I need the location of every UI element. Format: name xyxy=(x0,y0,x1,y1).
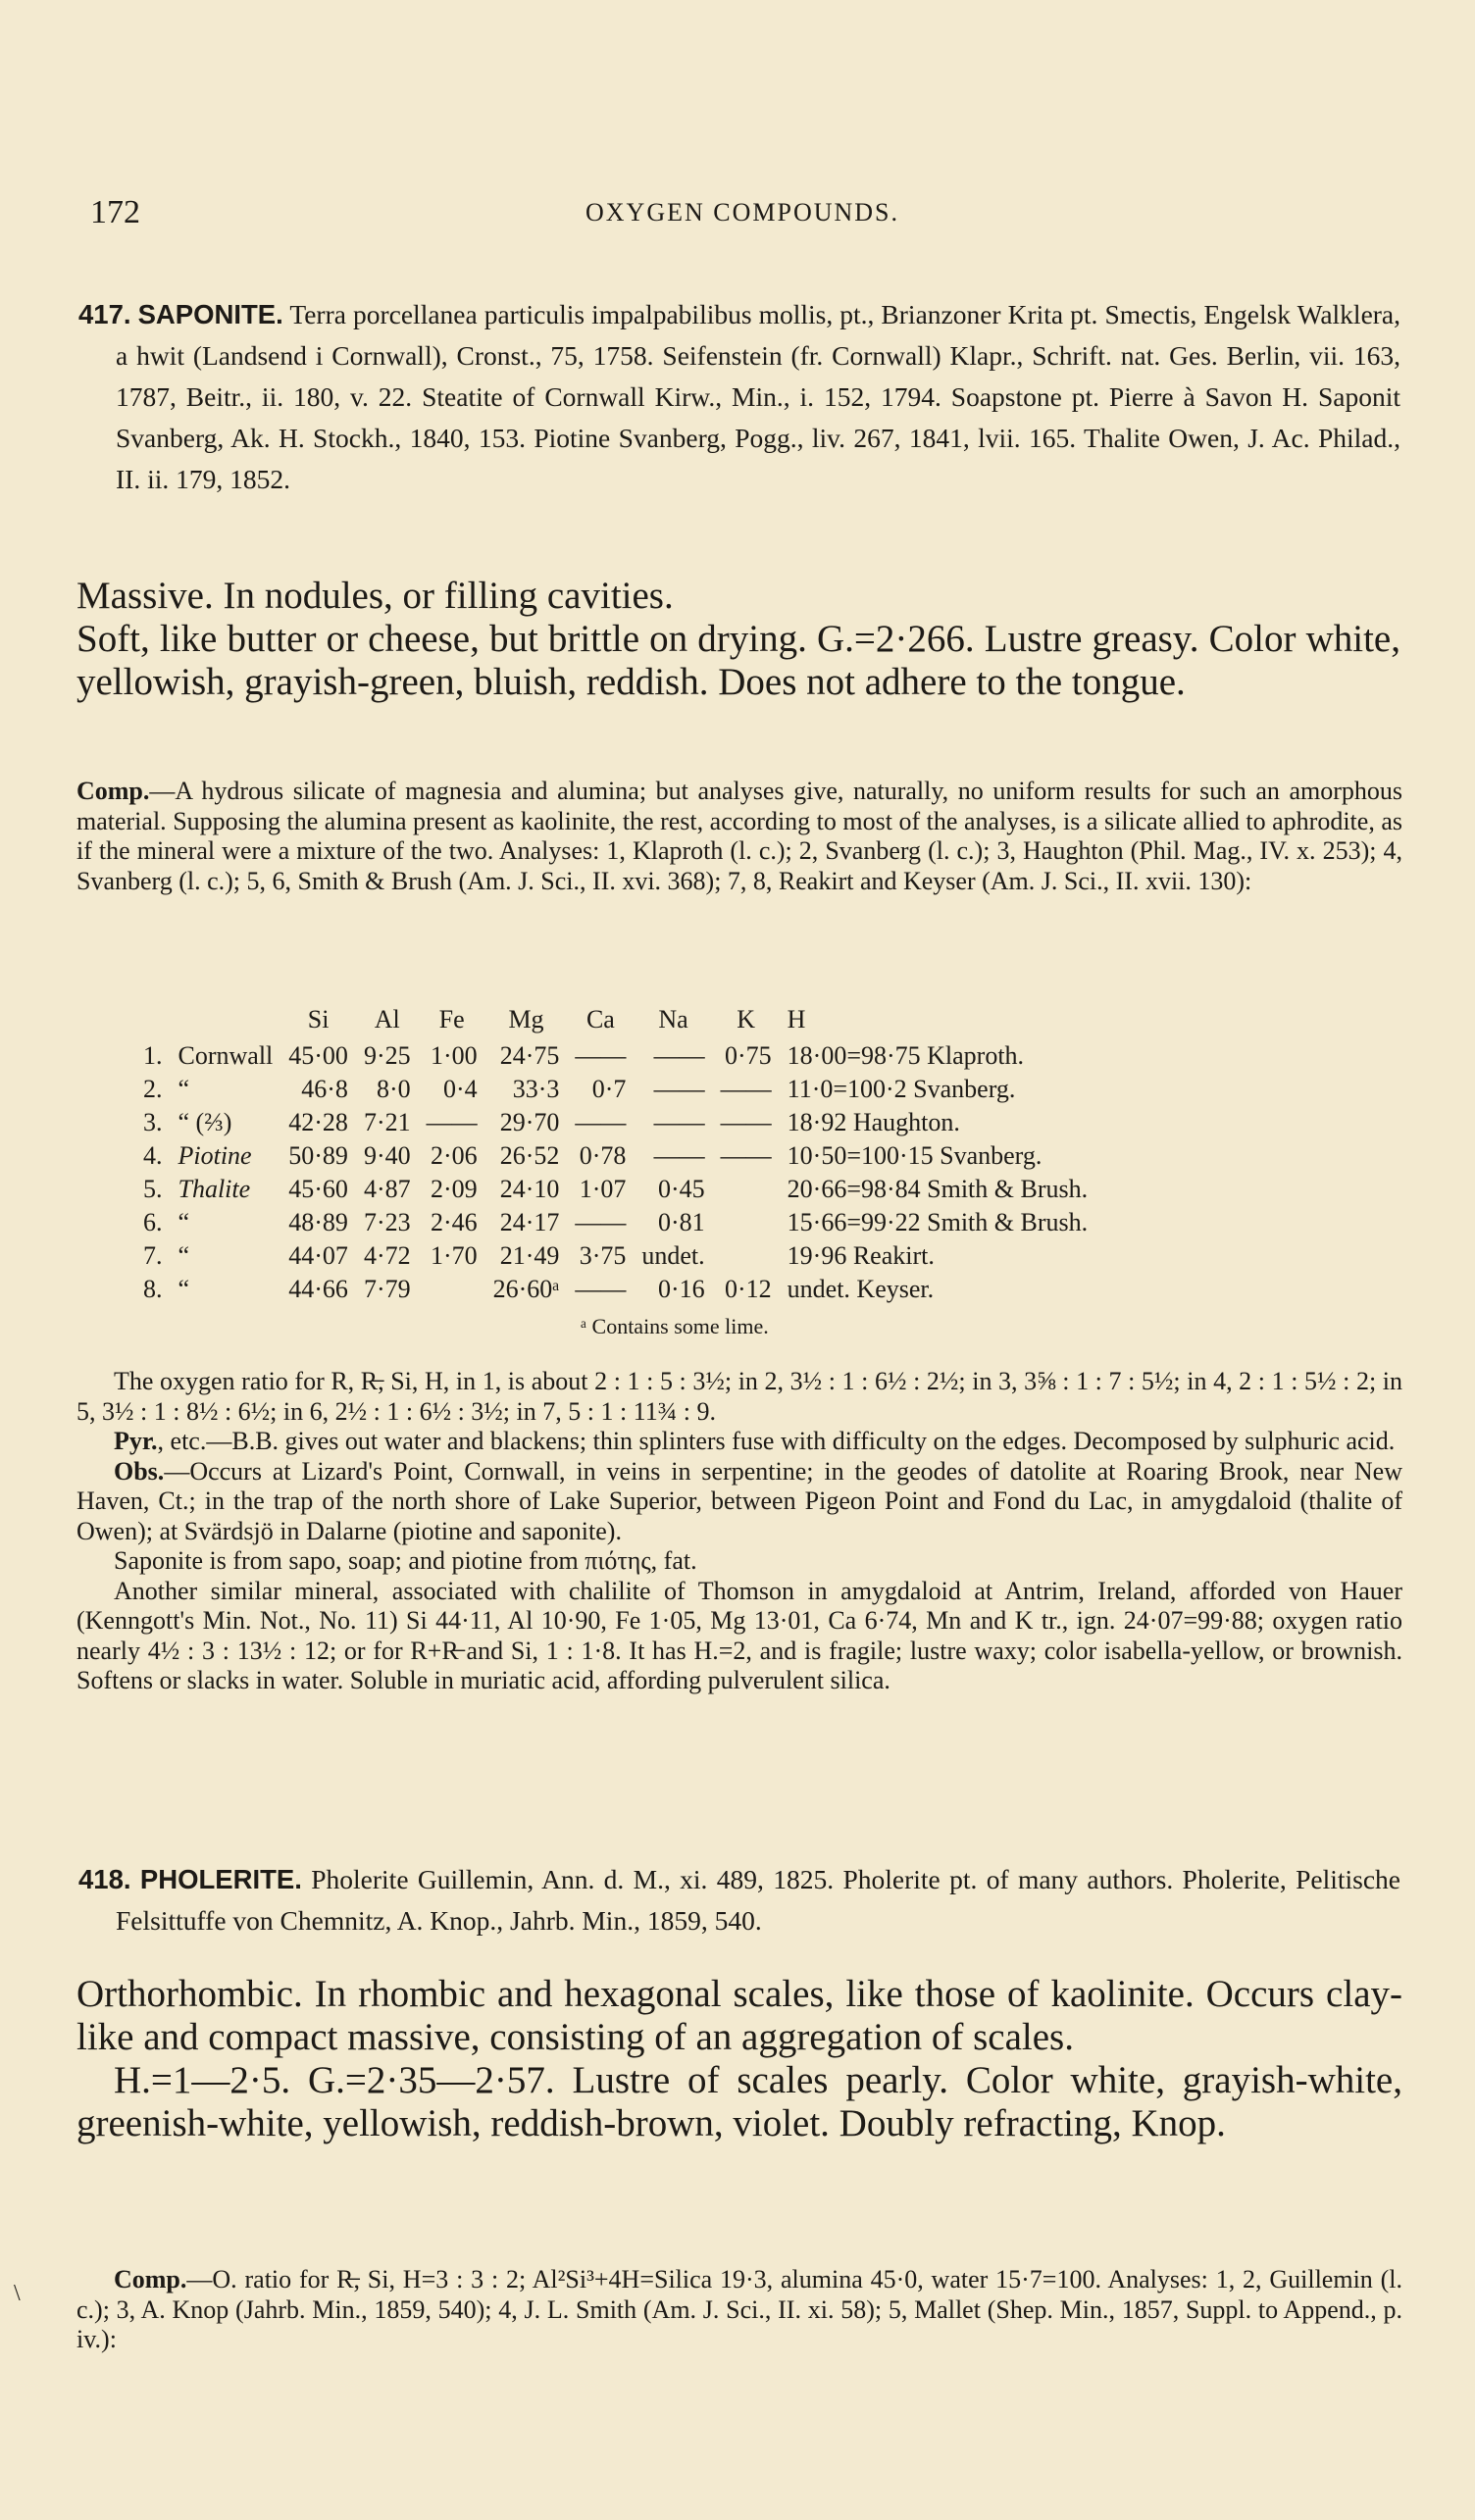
margin-mark: \ xyxy=(14,2281,21,2306)
table-cell: 5. xyxy=(143,1175,163,1203)
table-cell: 29·70 xyxy=(499,1108,560,1136)
table-cell: 4. xyxy=(143,1141,163,1170)
pholerite-number: 418. xyxy=(78,1864,131,1894)
table-cell: 24·10 xyxy=(499,1175,560,1203)
obs-label: Obs. xyxy=(114,1456,165,1486)
pholerite-synonymy xyxy=(78,1859,1400,1941)
table-cell: 0·7 xyxy=(591,1075,627,1103)
table-cell xyxy=(713,1239,780,1273)
table-cell: 7·79 xyxy=(363,1275,411,1303)
obs-text: —Occurs at Lizard's Point, Cornwall, in veins in serpentine; in the geodes of datolite at Roaring Brook, near New Haven, Ct.; in the trap of the north shore of Lake Superior, between Pigeon Point and Fond du Lac, in amygdaloid (thalite of Owen); at Svärdsjö in Dalarne (piotine and saponite). xyxy=(76,1456,1402,1545)
column-header: Na xyxy=(658,1005,688,1033)
saponite-comp-text: —A hydrous silicate of magnesia and alumina; but analyses give, naturally, no uniform results for such an amorphous material. Supposing the alumina present as kaolinite, the rest, according to most of the analyses, is a silicate allied to aphrodite, as if the mineral were a mixture of the two. Analyses: 1, Klaproth (l. c.); 2, Svanberg (l. c.); 3, Haughton (Phil. Mag., IV. x. 253); 4, Svanberg (l. c.); 5, 6, Smith & Brush (Am. J. Sci., II. xvi. 368); 7, 8, Reakirt and Keyser (Am. J. Sci., II. xvii. 130): xyxy=(76,777,1402,895)
table-cell xyxy=(713,1173,780,1206)
table-cell: 19·96 Reakirt. xyxy=(787,1241,935,1270)
table-row xyxy=(135,1139,1095,1173)
table-cell: —— xyxy=(426,1108,478,1136)
table-footnote: ᵃ Contains some lime. xyxy=(581,1314,769,1338)
table-cell: —— xyxy=(720,1075,772,1103)
table-cell: —— xyxy=(575,1108,627,1136)
running-header xyxy=(90,194,1395,233)
table-cell: undet. Keyser. xyxy=(787,1275,935,1303)
saponite-description-2: Soft, like butter or cheese, but brittle on drying. G.=2·266. Lustre greasy. Color white, yellowish, grayish-green, bluish, reddish. Does not adhere to the tongue. xyxy=(76,618,1400,703)
table-cell: 18·92 Haughton. xyxy=(787,1108,960,1136)
column-header: Mg xyxy=(508,1005,544,1033)
table-cell: 20·66=98·84 Smith & Brush. xyxy=(787,1175,1089,1203)
another-mineral: Another similar mineral, associated with chalilite of Thomson in amygdaloid at Antrim, Ireland, afforded von Hauer (Kenngott's Min. Not., No. 11) Si 44·11, Al 10·90, Fe 1·05, Mg 13·01, Ca 6·74, Mn and K tr., ign. 24·07=99·88; oxygen ratio nearly 4½ : 3 : 13½ : 12; or for R+R̶ and Si, 1 : 1·8. It has H.=2, and is fragile; lustre waxy; color isabella-yellow, or brownish. Softens or slacks in water. Soluble in muriatic acid, affording pulverulent silica. xyxy=(76,1576,1402,1694)
table-cell: 0·45 xyxy=(657,1175,705,1203)
table-cell: Piotine xyxy=(178,1141,252,1170)
saponite-name: SAPONITE. xyxy=(137,299,283,329)
saponite-notes xyxy=(76,1367,1402,1696)
table-cell: 2. xyxy=(143,1075,163,1103)
table-cell: —— xyxy=(575,1275,627,1303)
column-header: H xyxy=(787,1005,806,1033)
table-cell: “ xyxy=(178,1275,190,1303)
pyr-paragraph xyxy=(76,1427,1402,1457)
table-cell: 45·60 xyxy=(288,1175,348,1203)
table-cell: “ xyxy=(178,1075,190,1103)
table-row xyxy=(135,1206,1095,1239)
table-cell: undet. xyxy=(641,1241,705,1270)
table-cell: —— xyxy=(720,1141,772,1170)
table-cell: 2·09 xyxy=(430,1175,478,1203)
table-cell: —— xyxy=(575,1208,627,1236)
table-cell: 33·3 xyxy=(512,1075,560,1103)
table-cell: 1·07 xyxy=(579,1175,627,1203)
table-cell xyxy=(419,1273,485,1306)
obs-paragraph xyxy=(76,1457,1402,1547)
running-title: OXYGEN COMPOUNDS. xyxy=(585,198,900,227)
table-cell: 48·89 xyxy=(288,1208,348,1236)
table-cell: 21·49 xyxy=(499,1241,560,1270)
table-cell: 45·00 xyxy=(288,1041,348,1070)
pholerite-description-2: H.=1—2·5. G.=2·35—2·57. Lustre of scales pearly. Color white, grayish-white, greenish-white, yellowish, reddish-brown, violet. Doubly refracting, Knop. xyxy=(76,2059,1402,2144)
table-cell: 4·87 xyxy=(363,1175,411,1203)
pyr-text: , etc.—B.B. gives out water and blackens; thin splinters fuse with difficulty on the edges. Decomposed by sulphuric acid. xyxy=(157,1427,1396,1455)
pholerite-comp-label: Comp. xyxy=(114,2265,187,2293)
pholerite-description xyxy=(76,1973,1402,2145)
pholerite-synonymy-text: Pholerite Guillemin, Ann. d. M., xi. 489, 1825. Pholerite pt. of many authors. Pholerite, Pelitische Felsittuffe von Chemnitz, A. Knop., Jahrb. Min., 1859, 540. xyxy=(116,1864,1400,1936)
column-header: Al xyxy=(374,1005,400,1033)
table-cell: 24·17 xyxy=(499,1208,560,1236)
table-cell: —— xyxy=(653,1041,705,1070)
saponite-synonymy xyxy=(78,294,1401,500)
saponite-description xyxy=(76,575,1400,704)
table-cell: “ xyxy=(178,1208,190,1236)
saponite-number: 417. xyxy=(78,299,131,329)
pholerite-comp-text: —O. ratio for R̶, Si, H=3 : 3 : 2; Al²Si³+4H=Silica 19·3, alumina 45·0, water 15·7=100. Analyses: 1, 2, Guillemin (l. c.); 3, A. Knop (Jahrb. Min., 1859, 540); 4, J. L. Smith (Am. J. Sci., II. xi. 58); 5, Mallet (Shep. Min., 1857, Suppl. to Append., p. iv.): xyxy=(76,2265,1402,2353)
table-cell: 3·75 xyxy=(579,1241,627,1270)
column-header xyxy=(135,1000,171,1039)
table-cell: —— xyxy=(575,1041,627,1070)
pyr-label: Pyr. xyxy=(114,1427,158,1455)
table-row xyxy=(135,1273,1095,1306)
table-cell: 44·07 xyxy=(288,1241,348,1270)
saponite-comp-label: Comp. xyxy=(76,777,150,805)
table-cell: 7·23 xyxy=(363,1208,411,1236)
table-cell: 11·0=100·2 Svanberg. xyxy=(787,1075,1016,1103)
saponite-composition xyxy=(76,777,1402,896)
table-cell: 18·00=98·75 Klaproth. xyxy=(787,1041,1025,1070)
table-cell: 1·70 xyxy=(430,1241,478,1270)
saponite-synonymy-text: Terra porcellanea particulis impalpabilibus mollis, pt., Brianzoner Krita pt. Smectis, Engelsk Walklera, a hwit (Landsend i Cornwall), Cronst., 75, 1758. Seifenstein (fr. Cornwall) Klapr., Schrift. nat. Ges. Berlin, vii. 163, 1787, Beitr., ii. 180, v. 22. Steatite of Cornwall Kirw., Min., i. 152, 1794. Soapstone pt. Pierre à Savon H. Saponit Svanberg, Ak. H. Stockh., 1840, 153. Piotine Svanberg, Pogg., liv. 267, 1841, lvii. 165. Thalite Owen, J. Ac. Philad., II. ii. 179, 1852. xyxy=(116,299,1401,494)
saponite-analyses-table xyxy=(135,1000,1095,1306)
column-header: K xyxy=(737,1005,756,1033)
table-cell: 1. xyxy=(143,1041,163,1070)
table-cell: “ xyxy=(178,1241,190,1270)
table-cell: 9·40 xyxy=(363,1141,411,1170)
oxygen-ratio: The oxygen ratio for R, R̶, Si, H, in 1, is about 2 : 1 : 5 : 3½; in 2, 3½ : 1 : 6½ : 2½; in 3, 3⅝ : 1 : 7 : 5½; in 4, 2 : 1 : 5½ : 2; in 5, 3½ : 1 : 8½ : 6½; in 6, 2½ : 1 : 6½ : 3½; in 7, 5 : 1 : 11¾ : 9. xyxy=(76,1367,1402,1426)
etymology: Saponite is from sapo, soap; and piotine from πιότης, fat. xyxy=(114,1546,697,1575)
table-cell: 2·06 xyxy=(430,1141,478,1170)
column-header: Si xyxy=(307,1005,330,1033)
column-header: Fe xyxy=(438,1005,465,1033)
column-header xyxy=(171,1000,281,1039)
table-cell: 8·0 xyxy=(376,1075,411,1103)
table-row xyxy=(135,1173,1095,1206)
table-cell: —— xyxy=(720,1108,772,1136)
table-cell: 10·50=100·15 Svanberg. xyxy=(787,1141,1043,1170)
table-cell: 6. xyxy=(143,1208,163,1236)
table-cell: “ (⅔) xyxy=(178,1108,232,1136)
table-cell: 24·75 xyxy=(499,1041,560,1070)
table-cell: 9·25 xyxy=(363,1041,411,1070)
column-header: Ca xyxy=(585,1005,615,1033)
table-cell: 2·46 xyxy=(430,1208,478,1236)
table-cell: Thalite xyxy=(178,1175,251,1203)
table-cell: —— xyxy=(653,1108,705,1136)
table-cell: 26·60ᵃ xyxy=(492,1275,560,1303)
table-header-row xyxy=(135,1000,1095,1039)
table-cell: 7. xyxy=(143,1241,163,1270)
table-cell: 0·16 xyxy=(657,1275,705,1303)
table-cell: 1·00 xyxy=(430,1041,478,1070)
page-number: 172 xyxy=(90,194,140,230)
table-cell: 44·66 xyxy=(288,1275,348,1303)
table-cell: 46·8 xyxy=(301,1075,348,1103)
table-cell: 0·78 xyxy=(579,1141,627,1170)
pholerite-description-1: Orthorhombic. In rhombic and hexagonal scales, like those of kaolinite. Occurs clay-like and compact massive, consisting of an aggregation of scales. xyxy=(76,1973,1402,2058)
table-row xyxy=(135,1239,1095,1273)
table-cell: —— xyxy=(653,1075,705,1103)
table-cell: 8. xyxy=(143,1275,163,1303)
pholerite-composition xyxy=(76,2265,1402,2355)
table-cell: 0·12 xyxy=(724,1275,772,1303)
table-cell: 3. xyxy=(143,1108,163,1136)
table-cell: 15·66=99·22 Smith & Brush. xyxy=(787,1208,1089,1236)
table-cell xyxy=(713,1206,780,1239)
table-cell: 7·21 xyxy=(363,1108,411,1136)
pholerite-name: PHOLERITE. xyxy=(139,1864,302,1894)
table-row xyxy=(135,1039,1095,1073)
table-cell: 4·72 xyxy=(363,1241,411,1270)
table-cell: 0·4 xyxy=(442,1075,478,1103)
table-cell: 42·28 xyxy=(288,1108,348,1136)
table-cell: Cornwall xyxy=(178,1041,274,1070)
table-cell: 50·89 xyxy=(288,1141,348,1170)
table-cell: —— xyxy=(653,1141,705,1170)
table-cell: 26·52 xyxy=(499,1141,560,1170)
table-row xyxy=(135,1106,1095,1139)
table-cell: 0·75 xyxy=(724,1041,772,1070)
saponite-description-1: Massive. In nodules, or filling cavities. xyxy=(76,575,674,617)
table-row xyxy=(135,1073,1095,1106)
table-cell: 0·81 xyxy=(657,1208,705,1236)
